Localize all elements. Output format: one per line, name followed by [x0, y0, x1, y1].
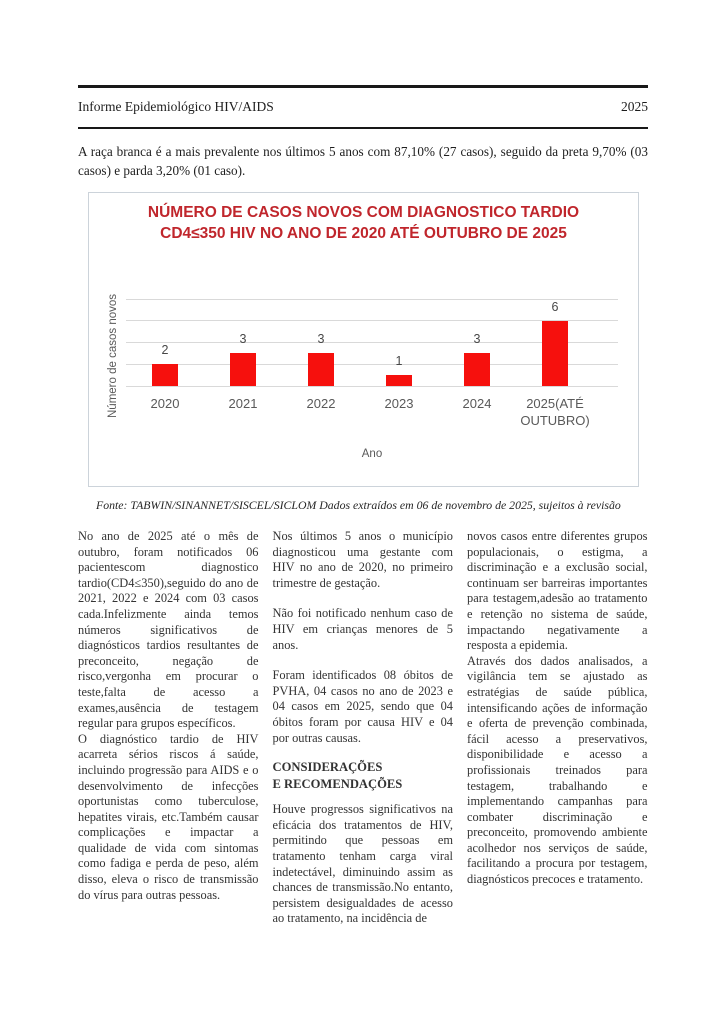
chart-title-line2: CD4≤350 HIV NO ANO DE 2020 ATÉ OUTUBRO DE 2025 — [160, 225, 567, 242]
paragraph: O diagnóstico tardio de HIV acarreta sérios riscos á saúde, incluindo progressão para AIDS e o desenvolvimento de infecções oportunistas como tuberculose, hepatites virais, etc.Também causar complicações e impactar a qualidade de vida com sintomas como fadiga e perda de peso, além disso, eleva o risco de transmissão do vírus para outras pessoas. — [78, 731, 259, 902]
bar-2025(ATÉ OUTUBRO) — [542, 321, 568, 386]
report-title: Informe Epidemiológico HIV/AIDS — [78, 99, 274, 115]
x-ticks — [126, 395, 594, 429]
x-axis-label: Ano — [361, 448, 383, 460]
report-year: 2025 — [621, 99, 648, 115]
paragraph: Nos últimos 5 anos o município diagnosticou uma gestante com HIV no ano de 2020, no primeiro trimestre de gestação. — [272, 529, 453, 590]
text-column-1 — [78, 529, 259, 927]
bar-chart — [88, 192, 639, 487]
x-tick-label: 2023 — [384, 396, 414, 411]
source-note: Fonte: TABWIN/SINANNET/SISCEL/SICLOM Dados extraídos em 06 de novembro de 2025, sujeitos à revisão — [96, 498, 621, 512]
bar-2023 — [386, 375, 412, 386]
paragraph: novos casos entre diferentes grupos populacionais, o estigma, a discriminação e a exclusão social, continuam ser barreiras importantes para testagem,adesão ao tratamento e retenção no sistema de saúde, impactando negativamente a resposta a epidemia. — [467, 529, 648, 653]
bar-2024 — [464, 353, 490, 386]
bar-value-label: 3 — [317, 332, 325, 347]
x-tick-label: 2024 — [462, 396, 492, 411]
text-column-2 — [273, 529, 454, 927]
section-heading-line1: CONSIDERAÇÕES — [272, 760, 383, 775]
intro-paragraph: A raça branca é a mais prevalente nos últimos 5 anos com 87,10% (27 casos), seguido da preta 9,70% (03 casos) e parda 3,20% (01 caso). — [78, 144, 648, 178]
paragraph: No ano de 2025 até o mês de outubro, foram notificados 06 pacientescom diagnostico tardio(CD4≤350),seguido do ano de 2021, 2022 e 2024 com 03 casos cada.Infelizmente ainda temos números significativos de diagnósticos tardios resultantes de preconceito, negação de risco,vergonha em procurar o teste,falta de acesso a exames,ausência de testagem regular para grupos específicos. — [78, 529, 259, 731]
x-tick-label: 2020 — [150, 396, 180, 411]
page-content — [78, 0, 648, 927]
y-axis-label: Número de casos novos — [107, 294, 119, 419]
bar-value-label: 6 — [551, 299, 559, 314]
bar-2022 — [308, 353, 334, 386]
body-columns — [78, 529, 648, 927]
bar-value-label: 3 — [239, 332, 247, 347]
bar-value-label: 2 — [161, 343, 169, 358]
plot-area — [126, 299, 618, 386]
x-tick-label: 2022 — [306, 396, 336, 411]
paragraph: Foram identificados 08 óbitos de PVHA, 04 casos no ano de 2023 e 04 casos em 2025, sendo que 04 óbitos foram por causa HIV e 04 por outras causas. — [272, 668, 453, 745]
paragraph: Houve progressos significativos na eficácia dos tratamentos de HIV, permitindo que pessoas em tratamento tenham carga viral indetectável, diminuindo assim as chances de transmissão.No entanto, persistem desigualdades de acesso ao tratamento, na incidência de — [272, 802, 453, 926]
bar-2021 — [230, 353, 256, 386]
bar-value-label: 1 — [395, 354, 403, 369]
bar-2020 — [152, 364, 178, 386]
section-heading-line2: E RECOMENDAÇÕES — [272, 776, 403, 791]
page-header — [78, 88, 648, 127]
x-tick-label: 2025(ATÉ OUTUBRO) — [520, 396, 590, 428]
bar-value-label: 3 — [473, 332, 481, 347]
text-column-3 — [467, 529, 648, 927]
paragraph: Não foi notificado nenhum caso de HIV em crianças menores de 5 anos. — [272, 606, 453, 652]
paragraph: Através dos dados analisados, a vigilância tem se ajustado as estratégias de saúde pública, intensificando ações de informação e oferta de prevenção combinada, fácil acesso a preservativos, disponibilidade e acesso a profissionais treinados para testagem, trabalhando e implementando campanhas para combater discriminação e preconceito, promovendo ambiente acolhedor nos serviços de saúde, facilitando a procura por testagem, diagnósticos precoces e tratamento. — [467, 653, 648, 887]
chart-title-line1: NÚMERO DE CASOS NOVOS COM DIAGNOSTICO TARDIO — [147, 204, 580, 221]
x-tick-label: 2021 — [228, 396, 258, 411]
header-bottom-rule — [78, 127, 648, 130]
chart-title — [89, 202, 638, 244]
section-heading — [273, 759, 454, 792]
